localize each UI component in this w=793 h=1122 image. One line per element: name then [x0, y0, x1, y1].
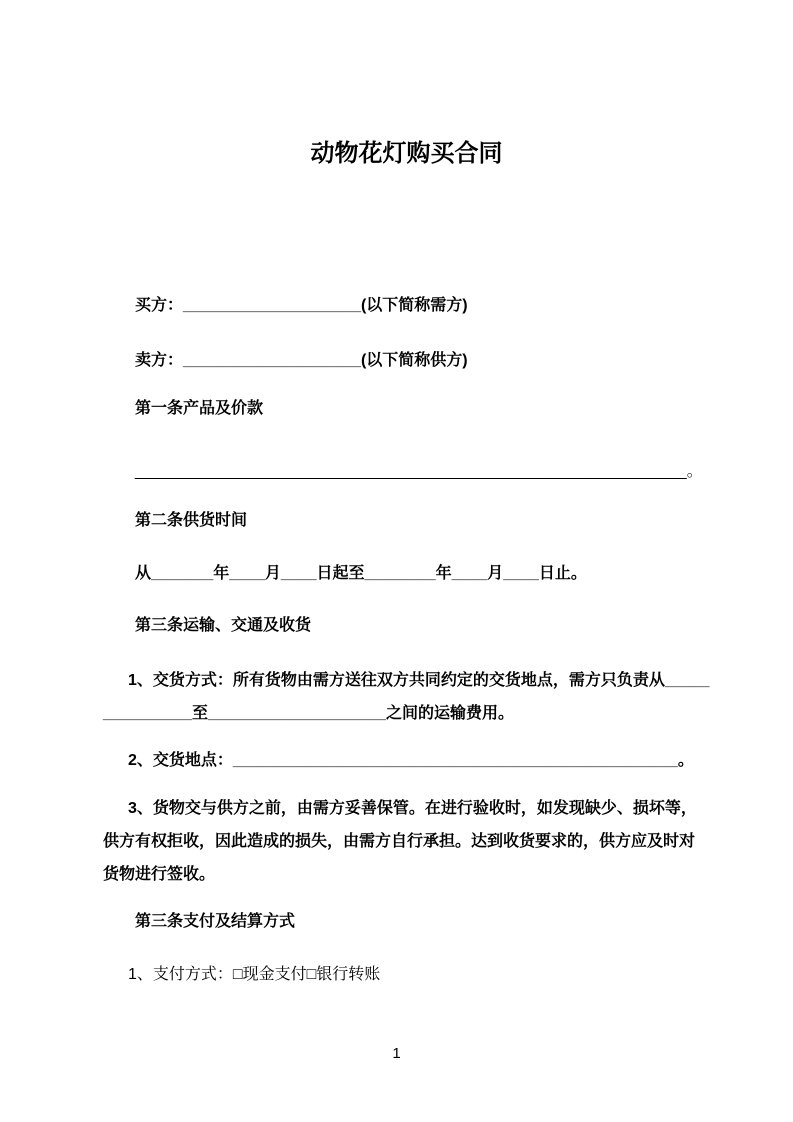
price-fill-line: ______________________________________________________________。: [135, 463, 703, 480]
delivery-method-item: 1、交货方式：所有货物由需方送往双方共同约定的交货地点，需方只负责从_______________至____________________之间的运输费用。: [103, 672, 710, 722]
seller-line: 卖方：____________________(以下简称供方): [135, 352, 468, 369]
buyer-line: 买方：____________________(以下简称需方): [135, 297, 468, 314]
delivery-place-item: 2、交货地点：__________________________________________________。: [128, 752, 694, 769]
goods-custody-item: 3、货物交与供方之前，由需方妥善保管。在进行验收时，如发现缺少、损坏等，供方有权拒收，因此造成的损失，由需方自行承担。达到收货要求的，供方应及时对货物进行签收。: [103, 800, 697, 883]
section-1-heading: 第一条产品及价款: [135, 400, 264, 417]
section-3-heading: 第三条运输、交通及收货: [135, 617, 312, 634]
section-2-heading: 第二条供货时间: [135, 512, 248, 529]
payment-method-item: 1、支付方式：□现金支付□银行转账: [128, 966, 381, 983]
document-title: 动物花灯购买合同: [310, 140, 503, 167]
supply-period-line: 从_______年____月____日起至________年____月____日止。: [135, 565, 587, 582]
payment-section-heading: 第三条支付及结算方式: [135, 913, 296, 930]
page-number: 1: [392, 1045, 401, 1062]
